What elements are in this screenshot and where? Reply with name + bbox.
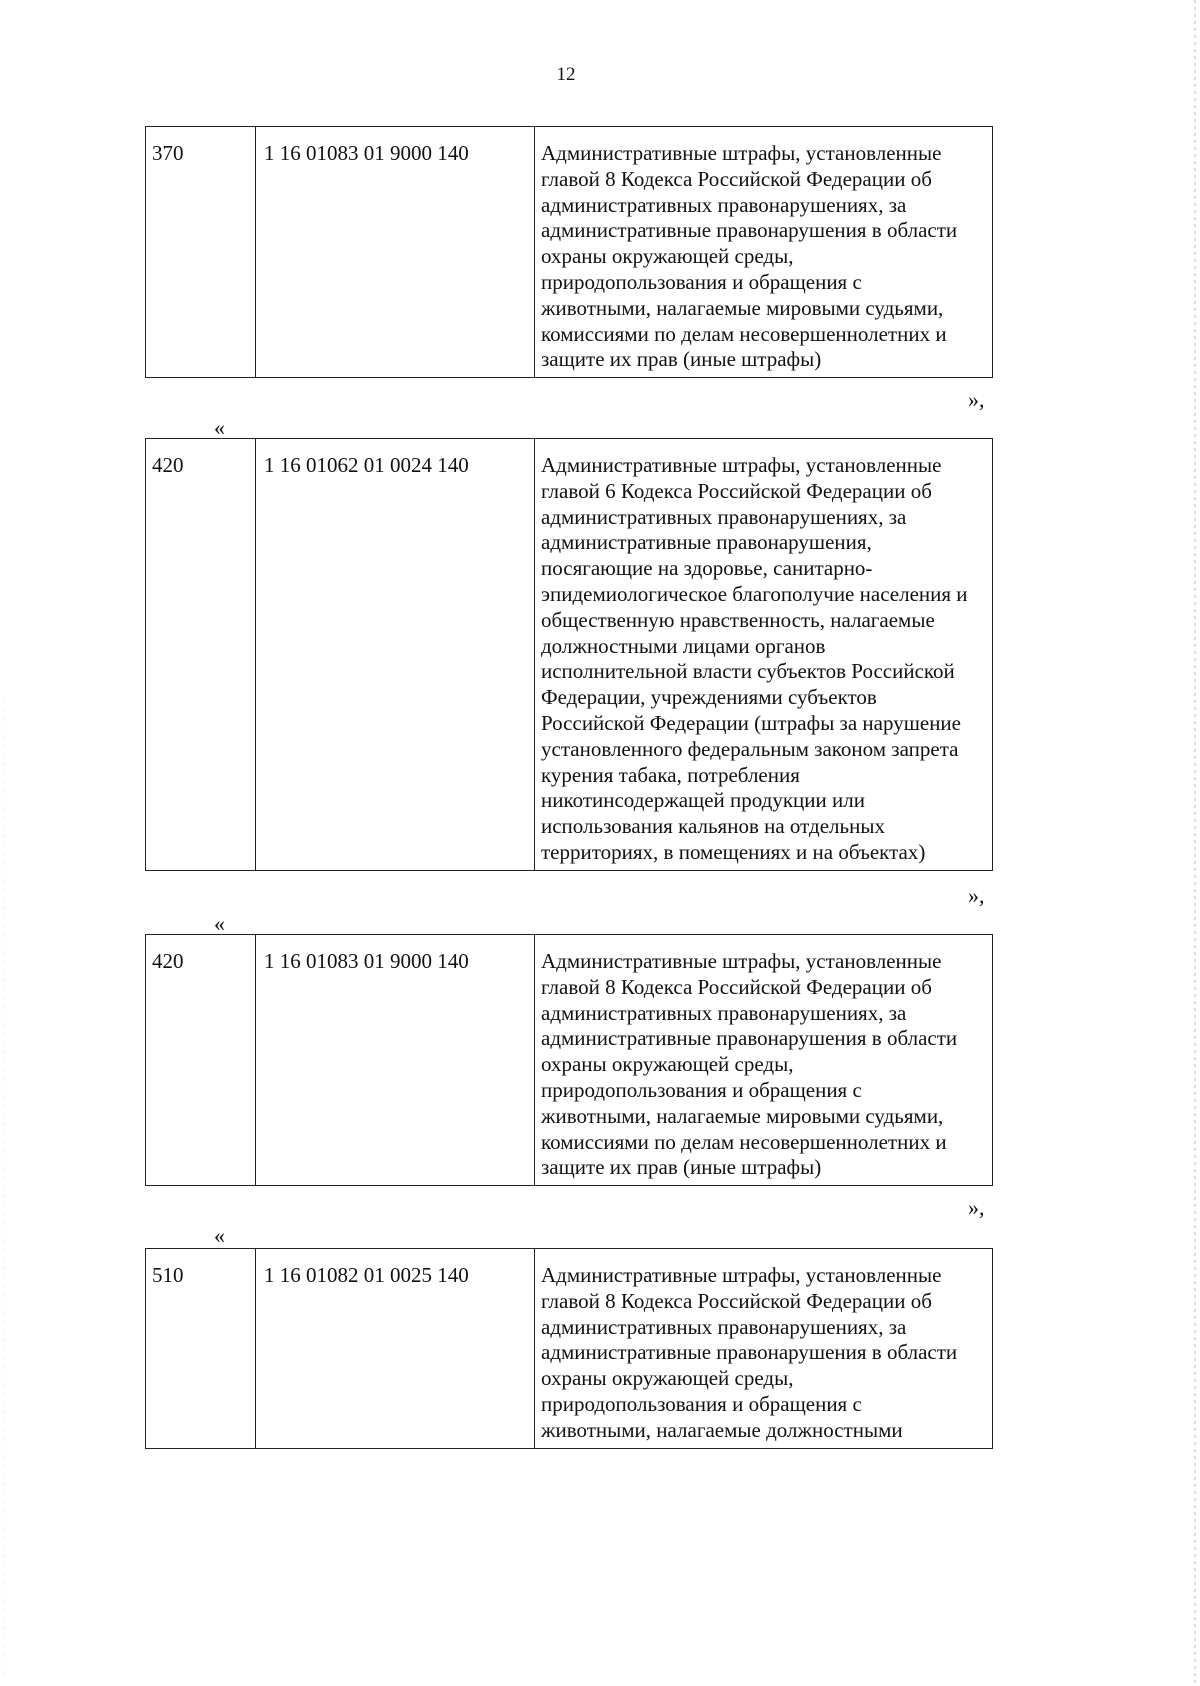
table-row — [145, 126, 993, 378]
description-line: Федерации, учреждениями субъектов — [541, 685, 877, 710]
description-line: природопользования и обращения с — [541, 1077, 862, 1102]
description-line: охраны окружающей среды, — [541, 1366, 794, 1391]
row-description — [535, 935, 993, 1186]
description-line: административных правонарушениях, за — [541, 1314, 907, 1339]
description-line: Административные штрафы, установленные — [541, 1263, 942, 1287]
description-line: защите их прав (иные штрафы) — [541, 1155, 822, 1180]
description-line: никотинсодержащей продукции или — [541, 788, 865, 813]
description-line: административных правонарушениях, за — [541, 1000, 907, 1025]
scan-edge — [1194, 0, 1196, 1686]
table-row — [145, 934, 993, 1186]
description-line: главой 8 Кодекса Российской Федерации об — [541, 1288, 932, 1313]
description-line: исполнительной власти субъектов Российской — [541, 659, 955, 684]
description-line: эпидемиологическое благополучие населения и — [541, 581, 968, 606]
row-number: 510 — [146, 1249, 256, 1449]
classification-code: 1 16 01062 01 0024 140 — [256, 439, 535, 871]
row-description — [535, 127, 993, 378]
row-number: 370 — [146, 127, 256, 378]
description-line: курения табака, потребления — [541, 762, 800, 787]
page-number: 12 — [556, 64, 576, 85]
description-line: использования кальянов на отдельных — [541, 814, 885, 839]
description-line: комиссиями по делам несовершеннолетних и — [541, 1129, 947, 1154]
opening-quote: « — [214, 911, 225, 936]
description-line: Административные штрафы, установленные — [541, 141, 942, 165]
table-row — [145, 1248, 993, 1449]
scan-edge-left — [3, 700, 4, 1680]
table-row — [145, 438, 993, 871]
row-description — [535, 439, 993, 871]
description-line: животными, налагаемые должностными — [541, 1417, 903, 1442]
description-line: посягающие на здоровье, санитарно- — [541, 556, 873, 581]
description-line: охраны окружающей среды, — [541, 1052, 794, 1077]
description-line: общественную нравственность, налагаемые — [541, 607, 935, 632]
classification-code: 1 16 01082 01 0025 140 — [256, 1249, 535, 1449]
description-line: территориях, в помещениях и на объектах) — [541, 839, 926, 864]
description-line: главой 8 Кодекса Российской Федерации об — [541, 974, 932, 999]
description-line: главой 8 Кодекса Российской Федерации об — [541, 166, 932, 191]
opening-quote: « — [214, 415, 225, 440]
description-line: животными, налагаемые мировыми судьями, — [541, 1103, 944, 1128]
description-line: Административные штрафы, установленные — [541, 949, 942, 973]
classification-code: 1 16 01083 01 9000 140 — [256, 127, 535, 378]
description-line: административные правонарушения в области — [541, 218, 958, 243]
classification-code: 1 16 01083 01 9000 140 — [256, 935, 535, 1186]
closing-quote: », — [968, 387, 985, 412]
description-line: административных правонарушениях, за — [541, 504, 907, 529]
description-line: Административные штрафы, установленные — [541, 453, 942, 477]
closing-quote: », — [968, 883, 985, 908]
description-line: охраны окружающей среды, — [541, 244, 794, 269]
description-line: административные правонарушения, — [541, 530, 872, 555]
description-line: комиссиями по делам несовершеннолетних и — [541, 321, 947, 346]
closing-quote: », — [968, 1195, 985, 1220]
row-description — [535, 1249, 993, 1449]
description-line: административные правонарушения в области — [541, 1026, 958, 1051]
row-number: 420 — [146, 439, 256, 871]
description-line: должностными лицами органов — [541, 633, 826, 658]
description-line: главой 6 Кодекса Российской Федерации об — [541, 478, 932, 503]
description-line: административные правонарушения в области — [541, 1340, 958, 1365]
opening-quote: « — [214, 1223, 225, 1248]
description-line: защите их прав (иные штрафы) — [541, 347, 822, 372]
description-line: установленного федеральным законом запрета — [541, 736, 959, 761]
description-line: административных правонарушениях, за — [541, 192, 907, 217]
description-line: природопользования и обращения с — [541, 269, 862, 294]
description-line: Российской Федерации (штрафы за нарушение — [541, 710, 961, 735]
row-number: 420 — [146, 935, 256, 1186]
description-line: животными, налагаемые мировыми судьями, — [541, 295, 944, 320]
description-line: природопользования и обращения с — [541, 1391, 862, 1416]
